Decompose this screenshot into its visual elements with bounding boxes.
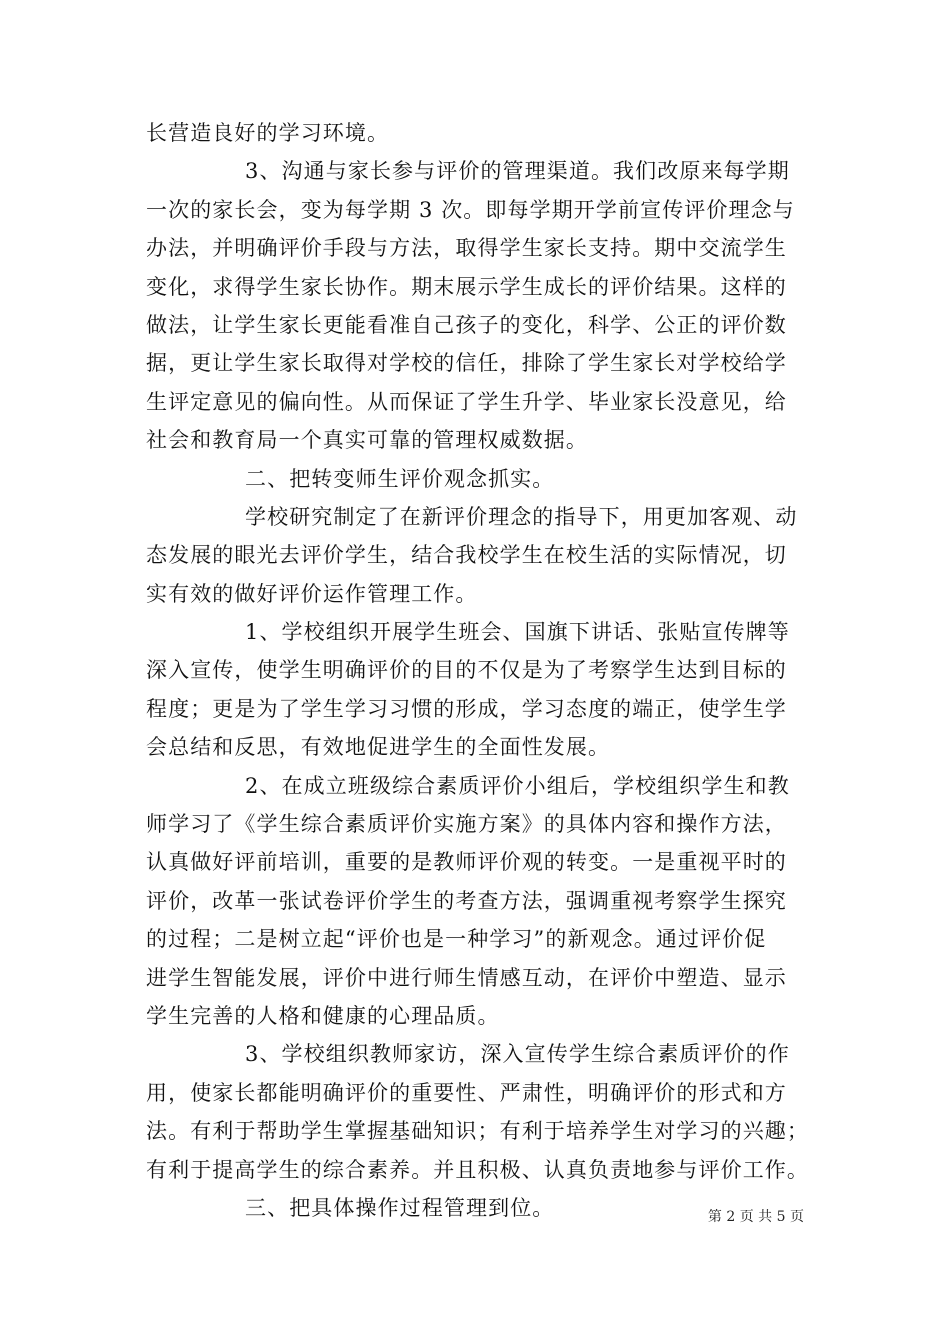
text-line: 3、沟通与家长参与评价的管理渠道。我们改原来每学期: [245, 159, 790, 184]
text-line: 据，更让学生家长取得对学校的信任，排除了学生家长对学校给学: [146, 351, 787, 376]
text-line: 一次的家长会，变为每学期 3 次。即每学期开学前宣传评价理念与: [146, 197, 795, 222]
text-line: 深入宣传，使学生明确评价的目的不仅是为了考察学生达到目标的: [146, 658, 787, 683]
text-line: 1、学校组织开展学生班会、国旗下讲话、张贴宣传牌等: [245, 620, 790, 645]
text-line: 学生完善的人格和健康的心理品质。: [146, 1003, 500, 1028]
text-line: 变化，求得学生家长协作。期末展示学生成长的评价结果。这样的: [146, 274, 787, 299]
text-line: 3、学校组织教师家访，深入宣传学生综合素质评价的作: [245, 1042, 790, 1067]
text-line: 实有效的做好评价运作管理工作。: [146, 581, 478, 606]
text-line: 学校研究制定了在新评价理念的指导下，用更加客观、动: [245, 504, 798, 529]
text-line: 会总结和反思，有效地促进学生的全面性发展。: [146, 735, 611, 760]
text-line: 社会和教育局一个真实可靠的管理权威数据。: [146, 428, 588, 453]
text-line: 三、把具体操作过程管理到位。: [245, 1195, 555, 1220]
text-line: 评价，改革一张试卷评价学生的考查方法，强调重视考察学生探究: [146, 888, 787, 913]
text-line: 用，使家长都能明确评价的重要性、严肃性，明确评价的形式和方: [146, 1080, 787, 1105]
text-line: 2、在成立班级综合素质评价小组后，学校组织学生和教: [245, 773, 790, 798]
text-line: 二、把转变师生评价观念抓实。: [245, 466, 555, 491]
text-line: 办法，并明确评价手段与方法，取得学生家长支持。期中交流学生: [146, 236, 787, 261]
text-line: 法。有利于帮助学生掌握基础知识；有利于培养学生对学习的兴趣；: [146, 1119, 809, 1144]
text-line: 程度；更是为了学生学习习惯的形成，学习态度的端正，使学生学: [146, 696, 787, 721]
text-line: 态发展的眼光去评价学生，结合我校学生在校生活的实际情况，切: [146, 543, 787, 568]
text-line: 师学习了《学生综合素质评价实施方案》的具体内容和操作方法，: [146, 812, 787, 837]
document-body: [146, 114, 809, 1227]
text-line: 生评定意见的偏向性。从而保证了学生升学、毕业家长没意见，给: [146, 389, 787, 414]
text-line: 长营造良好的学习环境。: [146, 121, 390, 145]
page-number: 第 2 页 共 5 页: [707, 1209, 804, 1225]
text-line: 进学生智能发展，评价中进行师生情感互动，在评价中塑造、显示: [146, 965, 787, 990]
text-line: 做法，让学生家长更能看准自己孩子的变化，科学、公正的评价数: [146, 312, 787, 337]
text-line: 的过程；二是树立起“评价也是一种学习”的新观念。通过评价促: [146, 927, 767, 952]
text-line: 认真做好评前培训，重要的是教师评价观的转变。一是重视平时的: [146, 850, 787, 875]
text-line: 有利于提高学生的综合素养。并且积极、认真负责地参与评价工作。: [146, 1157, 809, 1182]
